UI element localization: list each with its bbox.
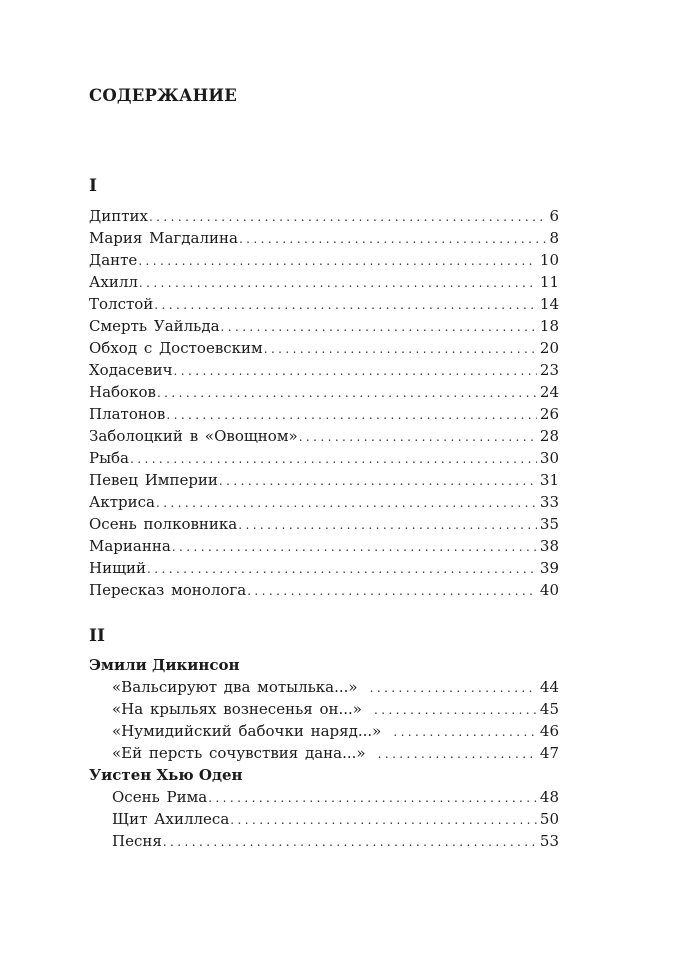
dot-leader xyxy=(374,698,537,721)
entry-page: 31 xyxy=(539,471,559,489)
entry-title: Пересказ монолога xyxy=(89,581,247,599)
toc-entry[interactable] xyxy=(89,249,559,271)
toc-entry[interactable] xyxy=(89,447,559,469)
entry-title: Осень полковника xyxy=(89,515,238,533)
entry-page: 48 xyxy=(539,788,559,806)
toc-entry[interactable] xyxy=(89,359,559,381)
dot-leader xyxy=(149,205,547,228)
entry-title: Набоков xyxy=(89,383,156,401)
dot-leader xyxy=(163,830,537,853)
toc-entry[interactable] xyxy=(89,293,559,315)
entry-page: 26 xyxy=(539,405,559,423)
dot-leader xyxy=(208,786,537,809)
entry-title: Мария Магдалина xyxy=(89,229,238,247)
entry-page: 11 xyxy=(539,273,559,291)
entry-page: 38 xyxy=(539,537,559,555)
entry-page: 20 xyxy=(539,339,559,357)
toc-entry[interactable] xyxy=(89,271,559,293)
section-heading-1: I xyxy=(89,176,97,196)
entry-title: Ходасевич xyxy=(89,361,173,379)
toc-entry[interactable] xyxy=(89,491,559,513)
dot-leader xyxy=(221,315,537,338)
dot-leader xyxy=(174,359,537,382)
entry-page: 10 xyxy=(539,251,559,269)
entry-title: Осень Рима xyxy=(112,788,208,806)
entry-page: 6 xyxy=(549,207,559,225)
entry-page: 8 xyxy=(549,229,559,247)
entry-page: 40 xyxy=(539,581,559,599)
entry-page: 23 xyxy=(539,361,559,379)
dot-leader xyxy=(166,403,537,426)
entry-title: «Вальсируют два мотылька...» xyxy=(112,678,358,696)
entry-title: «На крыльях вознесенья он...» xyxy=(112,700,362,718)
entry-title: «Ей персть сочувствия дана...» xyxy=(112,744,366,762)
dot-leader xyxy=(130,447,537,470)
entry-page: 33 xyxy=(539,493,559,511)
toc-entry[interactable] xyxy=(89,579,559,601)
author-heading: Эмили Дикинсон xyxy=(89,656,240,674)
toc-entry[interactable] xyxy=(89,403,559,425)
entry-page: 24 xyxy=(539,383,559,401)
entry-title: Смерть Уайльда xyxy=(89,317,220,335)
dot-leader xyxy=(219,469,537,492)
dot-leader xyxy=(172,535,537,558)
entry-title: Заболоцкий в «Овощном» xyxy=(89,427,298,445)
toc-entry[interactable] xyxy=(89,381,559,403)
toc-entry[interactable] xyxy=(89,676,559,698)
entry-title: Обход с Достоевским xyxy=(89,339,263,357)
dot-leader xyxy=(147,557,537,580)
entry-page: 45 xyxy=(539,700,559,718)
dot-leader xyxy=(378,742,537,765)
entry-page: 47 xyxy=(539,744,559,762)
section-1-entries xyxy=(89,205,559,601)
entry-title: Щит Ахиллеса xyxy=(112,810,230,828)
dot-leader xyxy=(230,808,537,831)
entry-title: Песня xyxy=(112,832,162,850)
toc-entry[interactable] xyxy=(89,557,559,579)
toc-entry[interactable] xyxy=(89,535,559,557)
entry-page: 39 xyxy=(539,559,559,577)
toc-entry[interactable] xyxy=(89,469,559,491)
toc-entry[interactable] xyxy=(89,227,559,249)
entry-title: Толстой xyxy=(89,295,154,313)
dot-leader xyxy=(154,293,537,316)
toc-entry[interactable] xyxy=(89,808,559,830)
section-2-entries xyxy=(89,654,559,852)
toc-entry[interactable] xyxy=(89,337,559,359)
toc-entry[interactable] xyxy=(89,513,559,535)
section-heading-2: II xyxy=(89,626,105,646)
entry-page: 44 xyxy=(539,678,559,696)
entry-title: Платонов xyxy=(89,405,166,423)
entry-title: Марианна xyxy=(89,537,171,555)
dot-leader xyxy=(157,381,537,404)
entry-title: Данте xyxy=(89,251,138,269)
entry-page: 14 xyxy=(539,295,559,313)
entry-title: Нищий xyxy=(89,559,147,577)
dot-leader xyxy=(393,720,537,743)
entry-page: 28 xyxy=(539,427,559,445)
dot-leader xyxy=(264,337,537,360)
entry-page: 46 xyxy=(539,722,559,740)
entry-title: Ахилл xyxy=(89,273,138,291)
entry-title: Актриса xyxy=(89,493,155,511)
toc-entry[interactable] xyxy=(89,786,559,808)
entry-title: Певец Империи xyxy=(89,471,218,489)
entry-page: 18 xyxy=(539,317,559,335)
toc-entry[interactable] xyxy=(89,425,559,447)
entry-page: 53 xyxy=(539,832,559,850)
entry-page: 50 xyxy=(539,810,559,828)
toc-entry[interactable] xyxy=(89,205,559,227)
toc-entry[interactable] xyxy=(89,742,559,764)
toc-entry[interactable] xyxy=(89,315,559,337)
page-title: СОДЕРЖАНИЕ xyxy=(89,86,238,105)
dot-leader xyxy=(238,513,537,536)
dot-leader xyxy=(299,425,537,448)
toc-entry[interactable] xyxy=(89,720,559,742)
dot-leader xyxy=(156,491,537,514)
entry-title: «Нумидийский бабочки наряд...» xyxy=(112,722,382,740)
entry-page: 35 xyxy=(539,515,559,533)
author-heading: Уистен Хью Оден xyxy=(89,766,243,784)
dot-leader xyxy=(370,676,537,699)
dot-leader xyxy=(139,271,537,294)
toc-entry[interactable] xyxy=(89,830,559,852)
entry-title: Рыба xyxy=(89,449,130,467)
toc-entry[interactable] xyxy=(89,698,559,720)
dot-leader xyxy=(239,227,547,250)
dot-leader xyxy=(138,249,537,272)
dot-leader xyxy=(247,579,537,602)
entry-title: Диптих xyxy=(89,207,148,225)
entry-page: 30 xyxy=(539,449,559,467)
